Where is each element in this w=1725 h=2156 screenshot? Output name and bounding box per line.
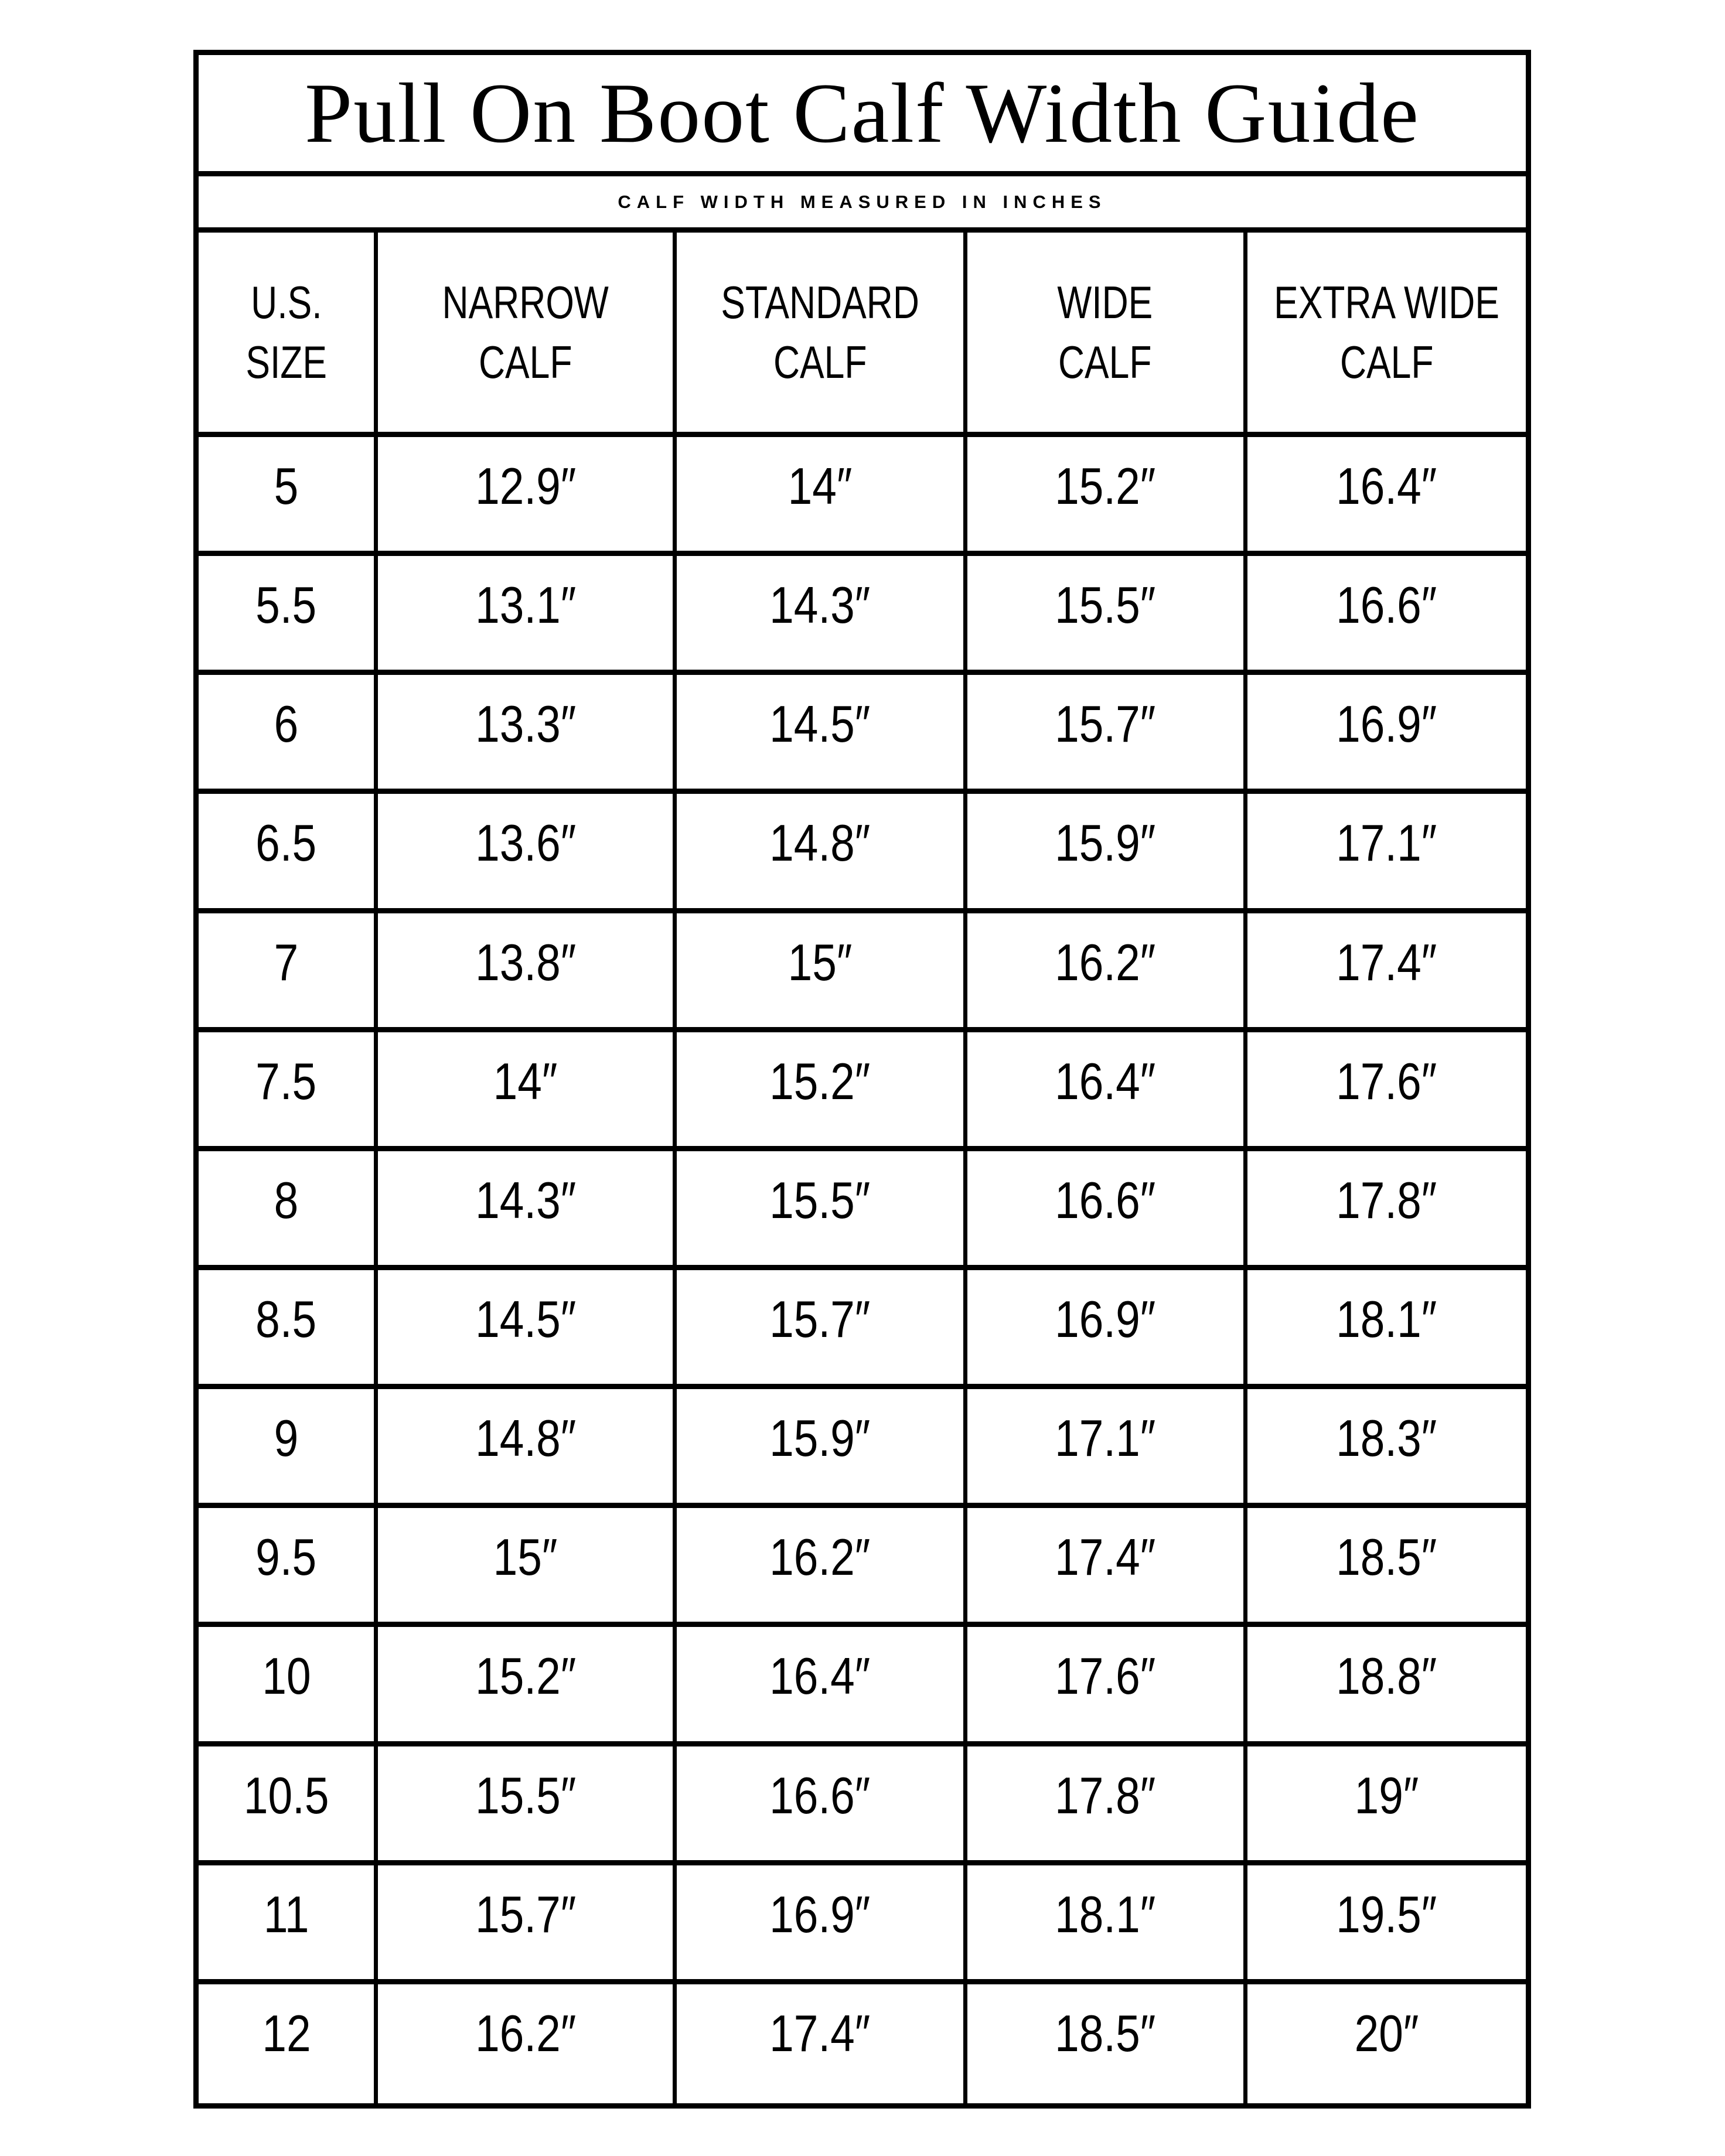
cell-value: 16.6″ xyxy=(1336,576,1437,634)
cell-value: 17.1″ xyxy=(1336,814,1437,872)
us-size-cell xyxy=(199,1508,378,1622)
cell-value: 16.4″ xyxy=(1055,1052,1156,1110)
cell-value: 18.5″ xyxy=(1055,2004,1156,2062)
column-header-line: U.S. xyxy=(250,277,322,328)
standard-calf-cell xyxy=(677,1984,967,2103)
narrow-calf-cell xyxy=(378,1151,677,1265)
column-header-line: CALF xyxy=(1339,336,1434,388)
cell-value: 5.5 xyxy=(255,576,317,634)
cell-value: 15.7″ xyxy=(769,1289,871,1348)
column-header-narrow-calf xyxy=(378,233,677,432)
column-header-line: WIDE xyxy=(1057,277,1153,328)
wide-calf-cell xyxy=(967,1746,1247,1860)
cell-value: 13.1″ xyxy=(475,576,576,634)
cell-value: 14.3″ xyxy=(475,1171,576,1229)
cell-value: 7.5 xyxy=(255,1052,317,1110)
cell-value: 12.9″ xyxy=(475,457,576,515)
cell-value: 16.2″ xyxy=(769,1528,871,1587)
extra-wide-calf-cell xyxy=(1247,1865,1526,1979)
narrow-calf-cell xyxy=(378,1746,677,1860)
cell-value: 16.9″ xyxy=(769,1885,871,1943)
cell-value: 16.4″ xyxy=(769,1647,871,1705)
table-row xyxy=(199,1746,1526,1865)
column-header-wide-calf xyxy=(967,233,1247,432)
cell-value: 16.6″ xyxy=(1055,1171,1156,1229)
calf-width-guide-table xyxy=(193,50,1531,2109)
wide-calf-cell xyxy=(967,1151,1247,1265)
us-size-cell xyxy=(199,675,378,789)
cell-value: 9 xyxy=(274,1409,299,1468)
cell-value: 15.2″ xyxy=(769,1052,871,1110)
us-size-cell xyxy=(199,437,378,551)
standard-calf-cell xyxy=(677,1151,967,1265)
cell-value: 14.5″ xyxy=(475,1289,576,1348)
extra-wide-calf-cell xyxy=(1247,913,1526,1027)
subtitle-band xyxy=(199,176,1526,233)
cell-value: 5 xyxy=(274,457,299,515)
cell-value: 15.5″ xyxy=(1055,576,1156,634)
cell-value: 17.1″ xyxy=(1055,1409,1156,1468)
extra-wide-calf-cell xyxy=(1247,1032,1526,1146)
extra-wide-calf-cell xyxy=(1247,437,1526,551)
narrow-calf-cell xyxy=(378,437,677,551)
wide-calf-cell xyxy=(967,556,1247,670)
cell-value: 15.5″ xyxy=(475,1766,576,1824)
cell-value: 14.3″ xyxy=(769,576,871,634)
cell-value: 6.5 xyxy=(255,814,317,872)
cell-value: 6 xyxy=(274,695,299,753)
extra-wide-calf-cell xyxy=(1247,556,1526,670)
table-row xyxy=(199,794,1526,913)
narrow-calf-cell xyxy=(378,1032,677,1146)
wide-calf-cell xyxy=(967,1270,1247,1384)
column-header-line: CALF xyxy=(773,336,867,388)
us-size-cell xyxy=(199,794,378,908)
extra-wide-calf-cell xyxy=(1247,794,1526,908)
cell-value: 15.9″ xyxy=(769,1409,871,1468)
cell-value: 17.6″ xyxy=(1336,1052,1437,1110)
narrow-calf-cell xyxy=(378,1627,677,1741)
us-size-cell xyxy=(199,1032,378,1146)
cell-value: 7 xyxy=(274,933,299,991)
us-size-cell xyxy=(199,1151,378,1265)
cell-value: 14″ xyxy=(493,1052,558,1110)
narrow-calf-cell xyxy=(378,556,677,670)
extra-wide-calf-cell xyxy=(1247,1746,1526,1860)
wide-calf-cell xyxy=(967,1627,1247,1741)
cell-value: 20″ xyxy=(1354,2004,1419,2062)
cell-value: 15.7″ xyxy=(475,1885,576,1943)
cell-value: 13.8″ xyxy=(475,933,576,991)
cell-value: 14″ xyxy=(788,457,853,515)
us-size-cell xyxy=(199,1984,378,2103)
table-row xyxy=(199,1865,1526,1984)
us-size-cell xyxy=(199,1865,378,1979)
title-band xyxy=(199,55,1526,176)
column-header-line: SIZE xyxy=(246,336,327,388)
cell-value: 16.2″ xyxy=(1055,933,1156,991)
narrow-calf-cell xyxy=(378,1389,677,1503)
cell-value: 8 xyxy=(274,1171,299,1229)
cell-value: 17.8″ xyxy=(1055,1766,1156,1824)
table-row xyxy=(199,913,1526,1032)
cell-value: 19″ xyxy=(1354,1766,1419,1824)
cell-value: 10.5 xyxy=(243,1766,329,1824)
narrow-calf-cell xyxy=(378,675,677,789)
cell-value: 11 xyxy=(263,1885,309,1943)
cell-value: 19.5″ xyxy=(1336,1885,1437,1943)
extra-wide-calf-cell xyxy=(1247,1627,1526,1741)
column-header-standard-calf xyxy=(677,233,967,432)
standard-calf-cell xyxy=(677,794,967,908)
cell-value: 15.9″ xyxy=(1055,814,1156,872)
column-header-line: NARROW xyxy=(442,277,609,328)
extra-wide-calf-cell xyxy=(1247,675,1526,789)
us-size-cell xyxy=(199,913,378,1027)
narrow-calf-cell xyxy=(378,1508,677,1622)
standard-calf-cell xyxy=(677,1508,967,1622)
standard-calf-cell xyxy=(677,1032,967,1146)
narrow-calf-cell xyxy=(378,1984,677,2103)
wide-calf-cell xyxy=(967,675,1247,789)
cell-value: 14.5″ xyxy=(769,695,871,753)
cell-value: 18.3″ xyxy=(1336,1409,1437,1468)
extra-wide-calf-cell xyxy=(1247,1984,1526,2103)
table-row xyxy=(199,437,1526,556)
cell-value: 15″ xyxy=(493,1528,558,1587)
column-header-line: EXTRA WIDE xyxy=(1273,277,1499,328)
cell-value: 16.9″ xyxy=(1055,1289,1156,1348)
table-row xyxy=(199,1032,1526,1151)
cell-value: 17.4″ xyxy=(1336,933,1437,991)
standard-calf-cell xyxy=(677,556,967,670)
cell-value: 18.5″ xyxy=(1336,1528,1437,1587)
cell-value: 18.1″ xyxy=(1055,1885,1156,1943)
wide-calf-cell xyxy=(967,437,1247,551)
cell-value: 15.5″ xyxy=(769,1171,871,1229)
extra-wide-calf-cell xyxy=(1247,1151,1526,1265)
narrow-calf-cell xyxy=(378,794,677,908)
cell-value: 14.8″ xyxy=(475,1409,576,1468)
wide-calf-cell xyxy=(967,1389,1247,1503)
wide-calf-cell xyxy=(967,913,1247,1027)
table-row xyxy=(199,1270,1526,1389)
column-header-us-size xyxy=(199,233,378,432)
cell-value: 16.9″ xyxy=(1336,695,1437,753)
extra-wide-calf-cell xyxy=(1247,1389,1526,1503)
cell-value: 17.4″ xyxy=(1055,1528,1156,1587)
cell-value: 16.4″ xyxy=(1336,457,1437,515)
standard-calf-cell xyxy=(677,1627,967,1741)
cell-value: 18.8″ xyxy=(1336,1647,1437,1705)
narrow-calf-cell xyxy=(378,913,677,1027)
wide-calf-cell xyxy=(967,1508,1247,1622)
column-header-line: CALF xyxy=(478,336,572,388)
cell-value: 15.2″ xyxy=(475,1647,576,1705)
cell-value: 17.4″ xyxy=(769,2004,871,2062)
column-header-line: STANDARD xyxy=(721,277,919,328)
wide-calf-cell xyxy=(967,1984,1247,2103)
cell-value: 8.5 xyxy=(255,1289,317,1348)
table-row xyxy=(199,1151,1526,1270)
us-size-cell xyxy=(199,1389,378,1503)
page-title: Pull On Boot Calf Width Guide xyxy=(305,66,1420,161)
us-size-cell xyxy=(199,1270,378,1384)
cell-value: 15″ xyxy=(788,933,853,991)
table-row xyxy=(199,1627,1526,1746)
wide-calf-cell xyxy=(967,1865,1247,1979)
cell-value: 16.6″ xyxy=(769,1766,871,1824)
wide-calf-cell xyxy=(967,794,1247,908)
us-size-cell xyxy=(199,556,378,670)
cell-value: 16.2″ xyxy=(475,2004,576,2062)
table-row xyxy=(199,675,1526,794)
cell-value: 17.6″ xyxy=(1055,1647,1156,1705)
cell-value: 10 xyxy=(261,1647,311,1705)
cell-value: 13.3″ xyxy=(475,695,576,753)
wide-calf-cell xyxy=(967,1032,1247,1146)
standard-calf-cell xyxy=(677,1270,967,1384)
extra-wide-calf-cell xyxy=(1247,1270,1526,1384)
standard-calf-cell xyxy=(677,1389,967,1503)
standard-calf-cell xyxy=(677,675,967,789)
column-header-line: CALF xyxy=(1058,336,1152,388)
standard-calf-cell xyxy=(677,913,967,1027)
cell-value: 15.2″ xyxy=(1055,457,1156,515)
table-body xyxy=(199,437,1526,2103)
cell-value: 18.1″ xyxy=(1336,1289,1437,1348)
table-row xyxy=(199,556,1526,675)
standard-calf-cell xyxy=(677,437,967,551)
cell-value: 17.8″ xyxy=(1336,1171,1437,1229)
table-row xyxy=(199,1389,1526,1508)
narrow-calf-cell xyxy=(378,1270,677,1384)
cell-value: 14.8″ xyxy=(769,814,871,872)
table-header-row xyxy=(199,233,1526,437)
extra-wide-calf-cell xyxy=(1247,1508,1526,1622)
subtitle: CALF WIDTH MEASURED IN INCHES xyxy=(618,191,1107,212)
cell-value: 12 xyxy=(261,2004,311,2062)
standard-calf-cell xyxy=(677,1746,967,1860)
standard-calf-cell xyxy=(677,1865,967,1979)
narrow-calf-cell xyxy=(378,1865,677,1979)
cell-value: 13.6″ xyxy=(475,814,576,872)
table-row xyxy=(199,1508,1526,1627)
column-header-extra-wide-calf xyxy=(1247,233,1526,432)
cell-value: 9.5 xyxy=(255,1528,317,1587)
us-size-cell xyxy=(199,1746,378,1860)
cell-value: 15.7″ xyxy=(1055,695,1156,753)
table-row xyxy=(199,1984,1526,2103)
us-size-cell xyxy=(199,1627,378,1741)
